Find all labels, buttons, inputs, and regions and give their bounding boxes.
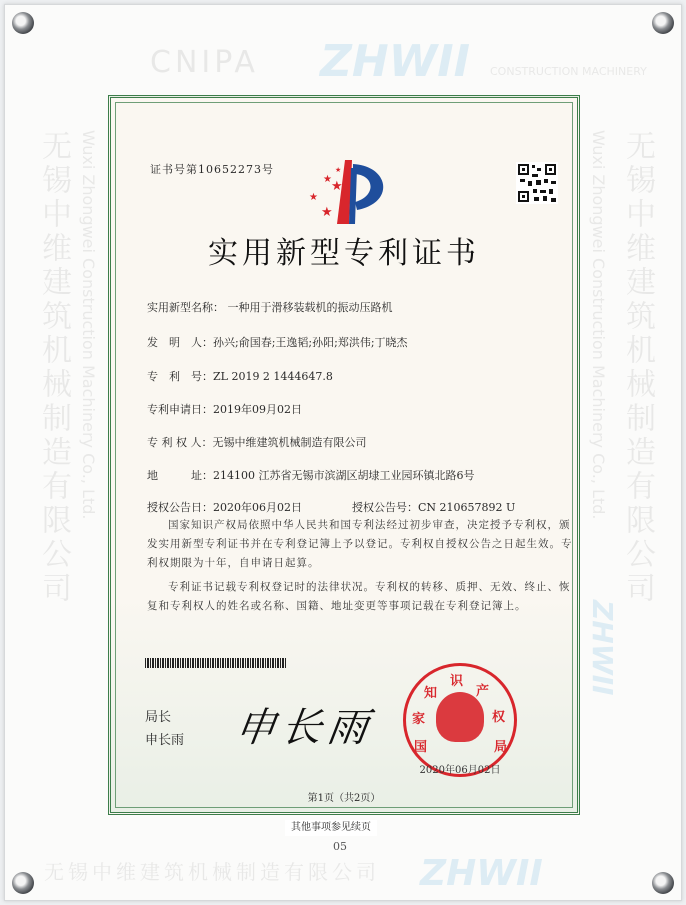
screw-icon — [12, 872, 34, 894]
director-title: 局长 — [145, 710, 172, 725]
paragraph-legal-status: 专利证书记载专利权登记时的法律状况。专利权的转移、质押、无效、终止、恢复和专利权人的姓名或名称、国籍、地址变更等事项记载在专利登记簿上。 — [147, 581, 571, 612]
field-application-date: 专利申请日：2019年09月02日 — [147, 403, 302, 416]
barcode — [145, 658, 287, 668]
footer-note: 其他事项参见续页 — [285, 820, 377, 836]
field-utility-model-name: 实用新型名称： 一种用于滑移装载机的振动压路机 — [147, 301, 393, 314]
director-signature: 申长雨 — [232, 705, 377, 751]
field-grant-date: 授权公告日：2020年06月02日 — [147, 501, 302, 514]
page-info: 第1页（共2页） — [307, 793, 381, 804]
certificate-title: 实用新型专利证书 — [208, 236, 480, 271]
director-name: 申长雨 — [145, 733, 185, 748]
field-patent-number: 专 利 号：ZL 2019 2 1444647.8 — [147, 370, 333, 383]
screw-icon — [652, 872, 674, 894]
field-inventors: 发 明 人：孙兴;俞国春;王逸韬;孙阳;郑洪伟;丁晓杰 — [147, 336, 408, 349]
field-address: 地 址：214100 江苏省无锡市滨湖区胡埭工业园环镇北路6号 — [147, 469, 475, 482]
svg-text:★: ★ — [335, 166, 342, 174]
certificate-number: 证书号第10652273号 — [150, 163, 274, 176]
national-emblem-icon — [436, 692, 484, 742]
svg-text:★: ★ — [323, 174, 332, 185]
field-grant-number: 授权公告号：CN 210657892 U — [352, 501, 516, 514]
qr-code — [516, 162, 558, 204]
screw-icon — [12, 12, 34, 34]
screw-icon — [652, 12, 674, 34]
svg-text:★: ★ — [309, 192, 318, 203]
field-patentee: 专 利 权 人：无锡中维建筑机械制造有限公司 — [147, 436, 367, 449]
footer-code: 05 — [333, 840, 347, 853]
svg-text:★: ★ — [321, 205, 333, 220]
paragraph-grant: 国家知识产权局依照中华人民共和国专利法经过初步审查，决定授予专利权，颁发实用新型专利证书并在专利登记簿上予以登记。专利权自授权公告之日起生效。专利权期限为十年，自申请日起算。 — [147, 519, 573, 569]
svg-text:★: ★ — [331, 179, 343, 194]
cnipa-logo — [305, 158, 395, 228]
official-seal: 国 家 知 识 产 权 局 2020年06月02日 — [403, 663, 517, 777]
